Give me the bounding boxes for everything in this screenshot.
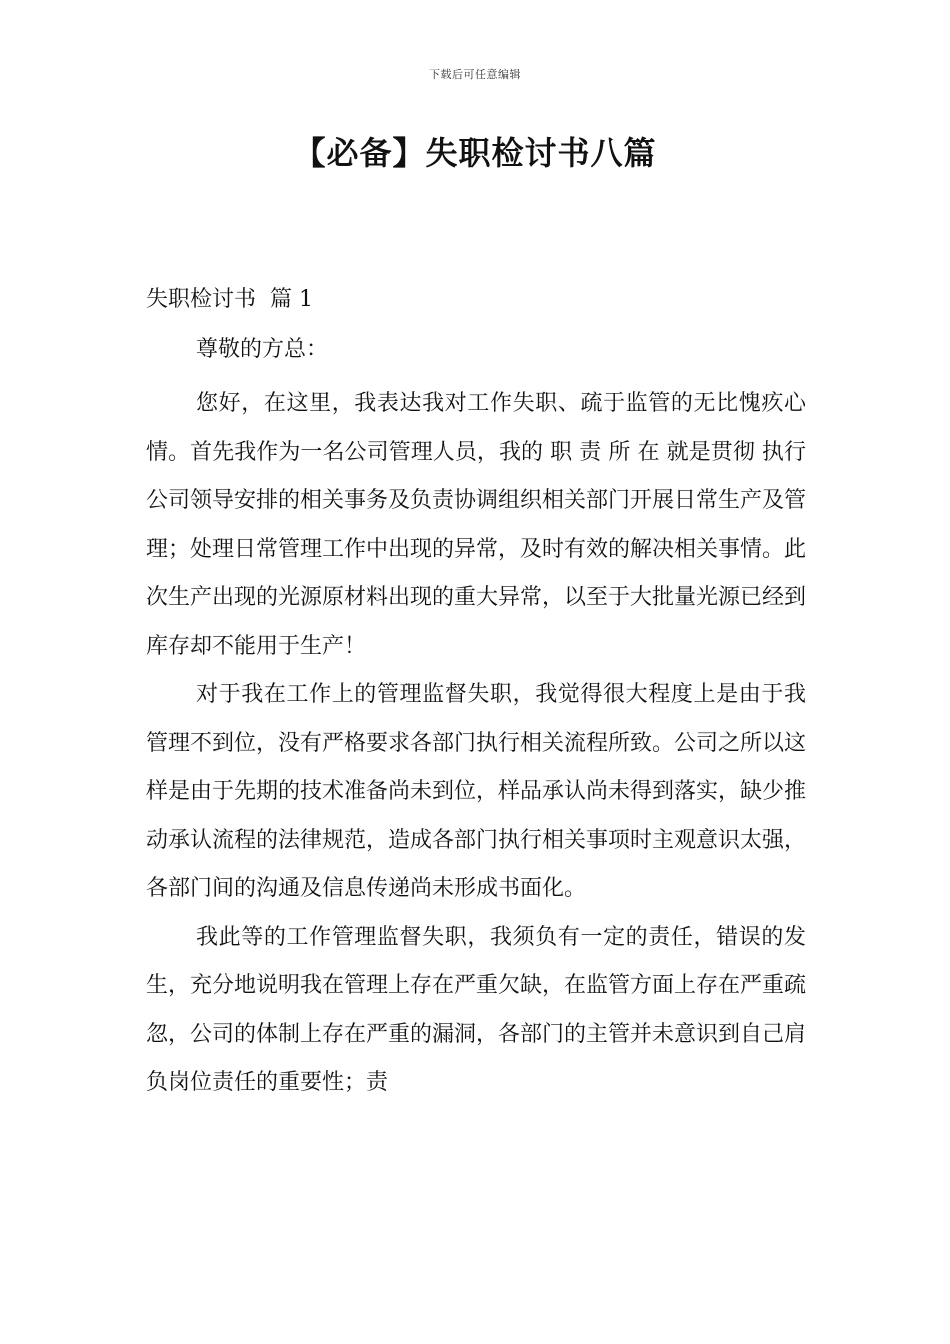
body-paragraph: 对于我在工作上的管理监督失职，我觉得很大程度上是由于我管理不到位，没有严格要求各部门执行相关流程所致。公司之所以这样是由于先期的技术准备尚未到位，样品承认尚未得到落实，缺少推动承认流程的法律规范，造成各部门执行相关事项时主观意识太强，各部门间的沟通及信息传递尚未形成书面化。 (146, 682, 807, 901)
body-paragraph: 您好，在这里，我表达我对工作失职、疏于监管的无比愧疚心情。首先我作为一名公司管理人员，我的 职 责 所 在 就是贯彻 执行公司领导安排的相关事务及负责协调组织相关部门开展日常生产及管理；处理日常管理工作中出现的异常，及时有效的解决相关事情。此次生产出现的光源原材料出现的重大异常，以至于大批量光源已经到库存却不能用于生产！ (146, 391, 807, 659)
page-header-note: 下载后可任意编辑 (429, 68, 521, 81)
document-title: 【必备】失职检讨书八篇 (293, 134, 657, 172)
salutation: 尊敬的方总： (196, 337, 329, 362)
body-paragraph: 我此等的工作管理监督失职，我须负有一定的责任，错误的发生，充分地说明我在管理上存在严重欠缺，在监管方面上存在严重疏忽，公司的体制上存在严重的漏洞，各部门的主管并未意识到自己肩负岗位责任的重要性；责 (146, 924, 807, 1095)
section-heading: 失职检讨书 篇 1 (146, 287, 313, 312)
document-body (146, 380, 806, 1108)
